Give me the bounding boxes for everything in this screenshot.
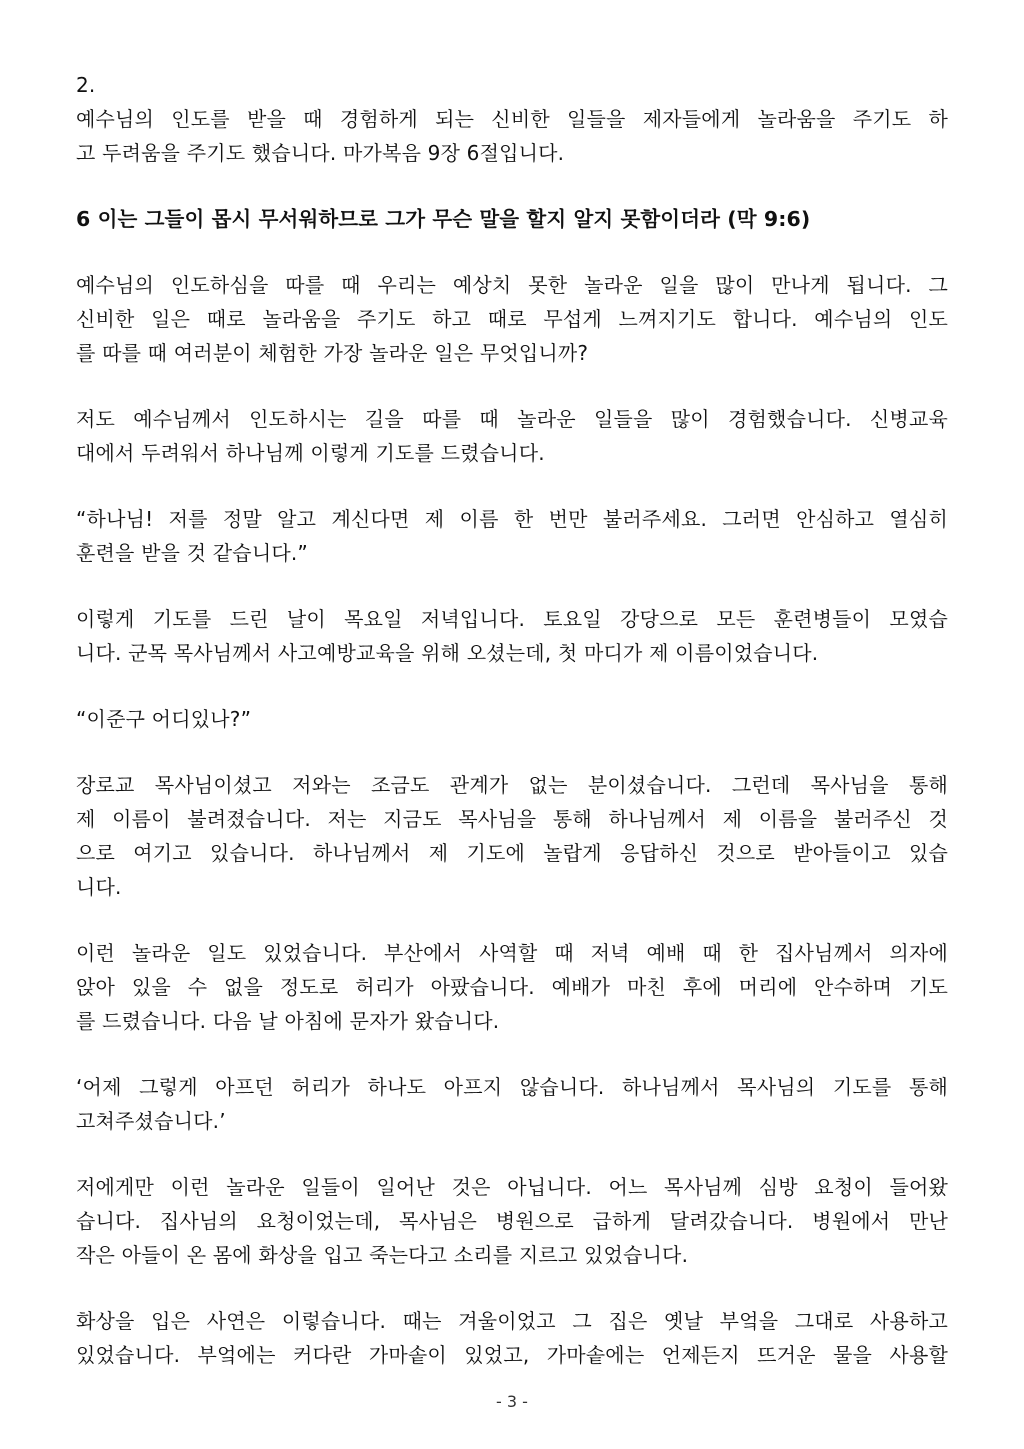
text-line: 습니다. 집사님의 요청이었는데, 목사님은 병원으로 급하게 달려갔습니다. 병원에서 만난 (76, 1209, 948, 1233)
text-line: 를 드렸습니다. 다음 날 아침에 문자가 왔습니다. (76, 1009, 500, 1033)
text-line: 제 이름이 불려졌습니다. 저는 지금도 목사님을 통해 하나님께서 제 이름을 불러주신 것 (76, 807, 948, 831)
scripture-verse: 6 이는 그들이 몹시 무서워하므로 그가 무슨 말을 할지 알지 못함이더라 (막 9:6) (76, 207, 811, 231)
text-line: 장로교 목사님이셨고 저와는 조금도 관계가 없는 분이셨습니다. 그런데 목사님을 통해 (76, 773, 948, 797)
text-line: 이런 놀라운 일도 있었습니다. 부산에서 사역할 때 저녁 예배 때 한 집사님께서 의자에 (76, 941, 948, 965)
paragraph (76, 602, 948, 670)
quote-paragraph (76, 1070, 948, 1138)
text-line: 으로 여기고 있습니다. 하나님께서 제 기도에 놀랍게 응답하신 것으로 받아들이고 있습 (76, 841, 948, 865)
text-line: 를 따를 때 여러분이 체험한 가장 놀라운 일은 무엇입니까? (76, 341, 589, 365)
text-line: 니다. (76, 875, 122, 899)
text-line: 앉아 있을 수 없을 정도로 허리가 아팠습니다. 예배가 마친 후에 머리에 안수하며 기도 (76, 975, 948, 999)
text-line: 고쳐주셨습니다.’ (76, 1109, 226, 1133)
text-line: “하나님! 저를 정말 알고 계신다면 제 이름 한 번만 불러주세요. 그러면 안심하고 열심히 (76, 507, 948, 531)
text-line: 대에서 두려워서 하나님께 이렇게 기도를 드렸습니다. (76, 441, 545, 465)
paragraph-intro (76, 102, 948, 170)
document-body (76, 68, 948, 1372)
text-line: 있었습니다. 부엌에는 커다란 가마솥이 있었고, 가마솥에는 언제든지 뜨거운 물을 사용할 (76, 1343, 948, 1367)
text-line: 니다. 군목 목사님께서 사고예방교육을 위해 오셨는데, 첫 마디가 제 이름이었습니다. (76, 641, 819, 665)
text-line: 화상을 입은 사연은 이렇습니다. 때는 겨울이었고 그 집은 옛날 부엌을 그대로 사용하고 (76, 1309, 948, 1333)
text-line: ‘어제 그렇게 아프던 허리가 하나도 아프지 않습니다. 하나님께서 목사님의 기도를 통해 (76, 1075, 948, 1099)
paragraph (76, 1170, 948, 1272)
text-line: 저도 예수님께서 인도하시는 길을 따를 때 놀라운 일들을 많이 경험했습니다. 신병교육 (76, 407, 948, 431)
paragraph (76, 402, 948, 470)
quote-paragraph (76, 702, 948, 736)
text-line: 이렇게 기도를 드린 날이 목요일 저녁입니다. 토요일 강당으로 모든 훈련병들이 모였습 (76, 607, 948, 631)
paragraph (76, 1304, 948, 1372)
text-line: 예수님의 인도를 받을 때 경험하게 되는 신비한 일들을 제자들에게 놀라움을 주기도 하 (76, 107, 948, 131)
quote-paragraph (76, 502, 948, 570)
text-line: 신비한 일은 때로 놀라움을 주기도 하고 때로 무섭게 느껴지기도 합니다. 예수님의 인도 (76, 307, 948, 331)
text-line: “이준구 어디있나?” (76, 707, 252, 731)
text-line: 훈련을 받을 것 같습니다.” (76, 541, 308, 565)
text-line: 고 두려움을 주기도 했습니다. 마가복음 9장 6절입니다. (76, 141, 565, 165)
text-line: 작은 아들이 온 몸에 화상을 입고 죽는다고 소리를 지르고 있었습니다. (76, 1243, 689, 1267)
paragraph (76, 936, 948, 1038)
section-number: 2. (76, 73, 96, 97)
paragraph (76, 768, 948, 904)
paragraph (76, 268, 948, 370)
text-line: 예수님의 인도하심을 따를 때 우리는 예상치 못한 놀라운 일을 많이 만나게 됩니다. 그 (76, 273, 948, 297)
text-line: 저에게만 이런 놀라운 일들이 일어난 것은 아닙니다. 어느 목사님께 심방 요청이 들어왔 (76, 1175, 948, 1199)
page-number: - 3 - (496, 1392, 528, 1411)
